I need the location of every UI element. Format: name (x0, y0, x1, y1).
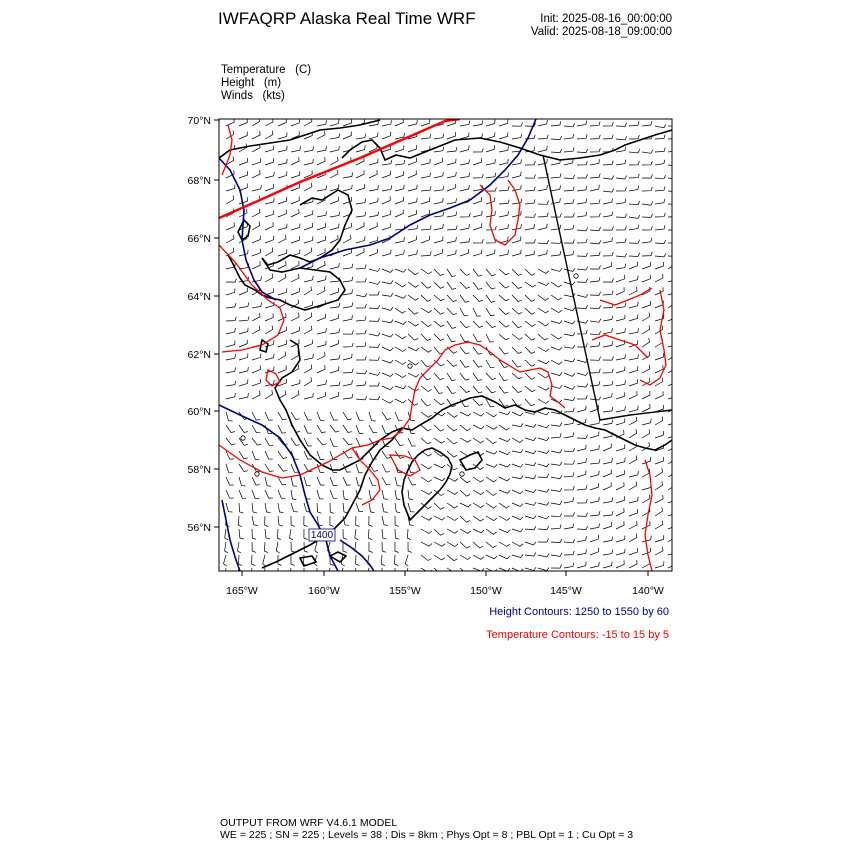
variable-winds: Winds (kts) (221, 90, 285, 102)
longitude-tick-label: 140°W (632, 585, 664, 597)
valid-time: Valid: 2025-08-18_09:00:00 (530, 26, 672, 38)
height-contour-value: 1400 (310, 530, 334, 541)
height-contour-label (309, 529, 335, 541)
latitude-tick-label: 58°N (187, 464, 211, 476)
latitude-tick-label: 56°N (187, 522, 211, 534)
longitude-tick-label: 145°W (550, 585, 582, 597)
latitude-tick-label: 70°N (187, 115, 211, 127)
longitude-axis (226, 571, 664, 597)
latitude-tick-label: 64°N (187, 291, 211, 303)
model-config: WE = 225 ; SN = 225 ; Levels = 38 ; Dis = 8km ; Phys Opt = 8 ; PBL Opt = 1 ; Cu Opt = 3 (220, 829, 634, 841)
variable-temperature: Temperature (C) (221, 64, 312, 76)
longitude-tick-label: 155°W (389, 585, 421, 597)
height-contours (219, 119, 536, 571)
latitude-tick-label: 62°N (187, 349, 211, 361)
model-info (220, 817, 633, 841)
chart-title: IWFAQRP Alaska Real Time WRF (218, 9, 476, 28)
latitude-axis (188, 115, 219, 534)
border (543, 155, 672, 420)
height-contour-legend: Height Contours: 1250 to 1550 by 60 (489, 606, 669, 618)
station-markers (241, 274, 578, 476)
longitude-tick-label: 150°W (470, 585, 502, 597)
init-time: Init: 2025-08-16_00:00:00 (540, 13, 672, 25)
temperature-contour-legend: Temperature Contours: -15 to 15 by 5 (486, 629, 669, 641)
longitude-tick-label: 165°W (226, 585, 258, 597)
model-version: OUTPUT FROM WRF V4.6.1 MODEL (220, 817, 398, 829)
plot-area (219, 118, 679, 580)
latitude-tick-label: 68°N (187, 175, 211, 187)
longitude-tick-label: 160°W (308, 585, 340, 597)
latitude-tick-label: 60°N (187, 406, 211, 418)
latitude-tick-label: 66°N (187, 233, 211, 245)
variable-height: Height (m) (221, 77, 282, 89)
